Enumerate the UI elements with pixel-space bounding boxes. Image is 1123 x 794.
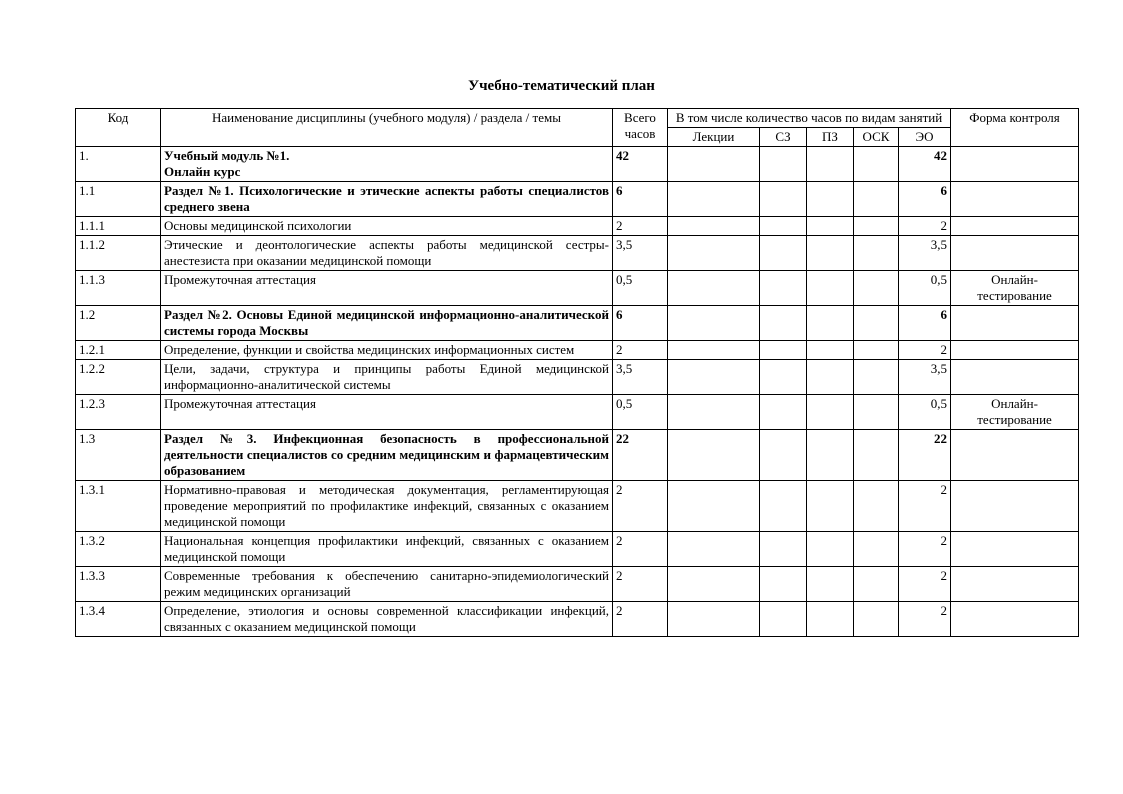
row-name <box>161 217 613 236</box>
row-lectures <box>668 481 760 532</box>
row-sz <box>760 217 807 236</box>
row-osk <box>854 217 899 236</box>
row-eo: 2 <box>899 532 951 567</box>
row-title-text: Промежуточная аттестация <box>164 396 316 411</box>
row-title-text: Основы Единой медицинской информационно-аналитической системы города Москвы <box>164 307 609 338</box>
row-name <box>161 182 613 217</box>
row-osk <box>854 360 899 395</box>
header-row <box>76 109 1079 128</box>
row-form <box>951 602 1079 637</box>
row-lectures <box>668 395 760 430</box>
row-sz <box>760 360 807 395</box>
row-sz <box>760 481 807 532</box>
row-form <box>951 360 1079 395</box>
row-form <box>951 306 1079 341</box>
row-code: 1.1.3 <box>76 271 161 306</box>
page-title: Учебно-тематический план <box>468 78 655 94</box>
row-name <box>161 236 613 271</box>
row-pz <box>807 147 854 182</box>
row-pz <box>807 532 854 567</box>
row-pz <box>807 217 854 236</box>
table-row <box>76 481 1079 532</box>
row-pz <box>807 271 854 306</box>
header-code: Код <box>76 109 161 147</box>
row-total: 0,5 <box>613 271 668 306</box>
row-title-text: Определение, функции и свойства медицинских информационных систем <box>164 342 575 357</box>
row-osk <box>854 271 899 306</box>
row-lectures <box>668 182 760 217</box>
row-osk <box>854 306 899 341</box>
row-code: 1. <box>76 147 161 182</box>
table-row <box>76 217 1079 236</box>
row-code: 1.3.4 <box>76 602 161 637</box>
header-total: Всего часов <box>613 109 668 147</box>
table-row <box>76 306 1079 341</box>
row-name <box>161 602 613 637</box>
row-lectures <box>668 360 760 395</box>
row-form <box>951 430 1079 481</box>
row-osk <box>854 236 899 271</box>
row-form <box>951 532 1079 567</box>
row-eo: 2 <box>899 567 951 602</box>
row-name <box>161 306 613 341</box>
row-sz <box>760 182 807 217</box>
row-sz <box>760 147 807 182</box>
row-pz <box>807 430 854 481</box>
row-total: 2 <box>613 567 668 602</box>
row-form <box>951 567 1079 602</box>
row-sz <box>760 306 807 341</box>
row-eo: 42 <box>899 147 951 182</box>
row-sz <box>760 567 807 602</box>
table-row <box>76 236 1079 271</box>
row-total: 22 <box>613 430 668 481</box>
row-total: 2 <box>613 217 668 236</box>
row-total: 2 <box>613 532 668 567</box>
row-lectures <box>668 430 760 481</box>
row-name <box>161 360 613 395</box>
row-total: 3,5 <box>613 360 668 395</box>
row-name <box>161 532 613 567</box>
row-title-text: Современные требования к обеспечению санитарно-эпидемиологический режим медицинских организаций <box>164 568 609 599</box>
row-title-bold: Учебный модуль №1. <box>164 148 290 163</box>
row-total: 2 <box>613 602 668 637</box>
row-pz <box>807 306 854 341</box>
row-title-text: Национальная концепция профилактики инфекций, связанных с оказанием медицинской помощи <box>164 533 609 564</box>
row-lectures <box>668 532 760 567</box>
row-code: 1.3.2 <box>76 532 161 567</box>
row-eo: 2 <box>899 602 951 637</box>
row-lectures <box>668 567 760 602</box>
table-row <box>76 182 1079 217</box>
row-total: 6 <box>613 182 668 217</box>
row-eo: 0,5 <box>899 271 951 306</box>
table-row <box>76 341 1079 360</box>
row-eo: 22 <box>899 430 951 481</box>
row-eo: 3,5 <box>899 360 951 395</box>
row-form <box>951 481 1079 532</box>
row-total: 3,5 <box>613 236 668 271</box>
row-eo: 3,5 <box>899 236 951 271</box>
row-sz <box>760 430 807 481</box>
row-sz <box>760 395 807 430</box>
row-eo: 2 <box>899 481 951 532</box>
row-total: 2 <box>613 481 668 532</box>
row-title-bold: Раздел №1. <box>164 183 234 198</box>
row-form <box>951 341 1079 360</box>
row-pz <box>807 236 854 271</box>
row-code: 1.1 <box>76 182 161 217</box>
table-row <box>76 430 1079 481</box>
row-title-text: Этические и деонтологические аспекты работы медицинской сестры-анестезиста при оказании медицинской помощи <box>164 237 609 268</box>
row-total: 6 <box>613 306 668 341</box>
row-title-text: Основы медицинской психологии <box>164 218 352 233</box>
header-lectures: Лекции <box>668 128 760 147</box>
row-form: Онлайн-тестирование <box>951 271 1079 306</box>
row-osk <box>854 602 899 637</box>
row-total: 2 <box>613 341 668 360</box>
row-code: 1.1.2 <box>76 236 161 271</box>
row-pz <box>807 602 854 637</box>
row-sz <box>760 236 807 271</box>
row-code: 1.3 <box>76 430 161 481</box>
row-code: 1.2.1 <box>76 341 161 360</box>
row-total: 42 <box>613 147 668 182</box>
row-pz <box>807 182 854 217</box>
row-title-text: Инфекционная безопасность в профессиональной деятельности специалистов со средним медицинским и фармацевтическим образованием <box>164 431 609 478</box>
row-name <box>161 481 613 532</box>
row-form <box>951 147 1079 182</box>
row-osk <box>854 532 899 567</box>
table-row <box>76 532 1079 567</box>
row-form: Онлайн-тестирование <box>951 395 1079 430</box>
row-form <box>951 217 1079 236</box>
header-eo: ЭО <box>899 128 951 147</box>
row-lectures <box>668 271 760 306</box>
row-eo: 2 <box>899 217 951 236</box>
row-pz <box>807 360 854 395</box>
row-lectures <box>668 602 760 637</box>
header-pz: ПЗ <box>807 128 854 147</box>
row-osk <box>854 430 899 481</box>
row-code: 1.2.2 <box>76 360 161 395</box>
row-lectures <box>668 147 760 182</box>
row-osk <box>854 567 899 602</box>
row-osk <box>854 341 899 360</box>
row-title-text: Нормативно-правовая и методическая документация, регламентирующая проведение мероприятий по профилактике инфекций, связанных с оказанием медицинской помощи <box>164 482 609 529</box>
row-lectures <box>668 236 760 271</box>
curriculum-table <box>75 108 1079 637</box>
row-name <box>161 341 613 360</box>
row-pz <box>807 395 854 430</box>
row-eo: 0,5 <box>899 395 951 430</box>
row-name <box>161 147 613 182</box>
row-osk <box>854 481 899 532</box>
row-eo: 6 <box>899 182 951 217</box>
row-sz <box>760 532 807 567</box>
row-eo: 2 <box>899 341 951 360</box>
table-row <box>76 602 1079 637</box>
row-eo: 6 <box>899 306 951 341</box>
row-name <box>161 395 613 430</box>
row-code: 1.3.3 <box>76 567 161 602</box>
row-sz <box>760 341 807 360</box>
row-sz <box>760 271 807 306</box>
row-title-bold: Раздел №3. <box>164 431 257 446</box>
header-name: Наименование дисциплины (учебного модуля) / раздела / темы <box>161 109 613 147</box>
row-form <box>951 236 1079 271</box>
row-lectures <box>668 341 760 360</box>
row-pz <box>807 567 854 602</box>
table-row <box>76 271 1079 306</box>
row-title-text: Определение, этиология и основы современной классификации инфекций, связанных с оказанием медицинской помощи <box>164 603 609 634</box>
row-sz <box>760 602 807 637</box>
header-osk: ОСК <box>854 128 899 147</box>
table-row <box>76 567 1079 602</box>
row-title-text: Психологические и этические аспекты работы специалистов среднего звена <box>164 183 609 214</box>
row-lectures <box>668 217 760 236</box>
header-form: Форма контроля <box>951 109 1079 147</box>
row-code: 1.1.1 <box>76 217 161 236</box>
row-code: 1.3.1 <box>76 481 161 532</box>
row-lectures <box>668 306 760 341</box>
row-title-text: Цели, задачи, структура и принципы работы Единой медицинской информационно-аналитической системы <box>164 361 609 392</box>
row-name <box>161 567 613 602</box>
row-osk <box>854 395 899 430</box>
row-name <box>161 271 613 306</box>
row-osk <box>854 147 899 182</box>
row-pz <box>807 341 854 360</box>
row-osk <box>854 182 899 217</box>
row-total: 0,5 <box>613 395 668 430</box>
row-pz <box>807 481 854 532</box>
header-group: В том числе количество часов по видам занятий <box>668 109 951 128</box>
row-title-bold: Раздел №2. <box>164 307 232 322</box>
table-row <box>76 395 1079 430</box>
row-title-text: Промежуточная аттестация <box>164 272 316 287</box>
header-sz: СЗ <box>760 128 807 147</box>
table-row <box>76 147 1079 182</box>
row-title-bold-2: Онлайн курс <box>164 164 241 179</box>
table-row <box>76 360 1079 395</box>
row-form <box>951 182 1079 217</box>
row-name <box>161 430 613 481</box>
row-code: 1.2 <box>76 306 161 341</box>
row-code: 1.2.3 <box>76 395 161 430</box>
